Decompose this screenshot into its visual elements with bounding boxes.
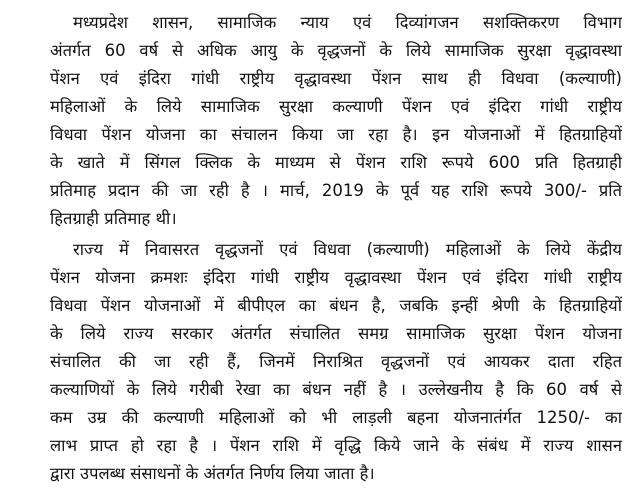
- paragraph-2-line-8: लाभ प्राप्त हो रहा है । पेंशन राशि में वृद्धि किये जाने के संबंध में राज्य शासन: [50, 436, 622, 455]
- paragraph-2-line-3: विधवा पेंशन योजनाओं में बीपीएल का बंधन है, जबकि इन्हीं श्रेणी के हितग्राहियों: [50, 296, 622, 315]
- paragraph-1-line-2: अंतर्गत 60 वर्ष से अधिक आयु के वृद्धजनों के लिये सामाजिक सुरक्षा वृद्धावस्था: [50, 41, 622, 60]
- paragraph-1-line-3: पेंशन एवं इंदिरा गांधी राष्ट्रीय वृद्धावस्था पेंशन साथ ही विधवा (कल्याणी): [50, 69, 622, 88]
- paragraph-1-line-4: महिलाओं के लिये सामाजिक सुरक्षा कल्याणी पेंशन एवं इंदिरा गांधी राष्ट्रीय: [50, 97, 622, 116]
- paragraph-1-line-1: मध्यप्रदेश शासन, सामाजिक न्याय एवं दिव्यांगजन सशक्तिकरण विभाग: [73, 13, 622, 32]
- paragraph-1-line-8: हितग्राही प्रतिमाह थी।: [50, 209, 177, 228]
- paragraph-2-line-1: राज्य में निवासरत वृद्धजनों एवं विधवा (कल्याणी) महिलाओं के लिये केंद्रीय: [73, 240, 622, 259]
- paragraph-2-line-4: के लिये राज्य सरकार अंतर्गत संचालित समग्र सामाजिक सुरक्षा पेंशन योजना: [50, 324, 622, 343]
- paragraph-2-line-5: संचालित की जा रही हैं, जिनमें निराश्रित वृद्धजनों एवं आयकर दाता रहित: [50, 352, 622, 371]
- paragraph-1-line-5: विधवा पेंशन योजना का संचालन किया जा रहा है। इन योजनाओं में हितग्राहियों: [50, 125, 622, 144]
- paragraph-2-line-7: कम उम्र की कल्याणी महिलाओं को भी लाड़ली बहना योजनातंर्गत 1250/- का: [50, 408, 622, 427]
- paragraph-1-line-7: प्रतिमाह प्रदान की जा रही है । मार्च, 2019 के पूर्व यह राशि रूपये 300/- प्रति: [50, 181, 622, 200]
- paragraph-1-line-6: के खाते में सिंगल क्लिक के माध्यम से पेंशन राशि रूपये 600 प्रति हितग्राही: [50, 153, 622, 172]
- paragraph-2-line-2: पेंशन योजना क्रमशः इंदिरा गांधी राष्ट्रीय वृद्धावस्था पेंशन एवं इंदिरा गांधी राष्ट्रीय: [50, 268, 622, 287]
- paragraph-2-line-9: द्वारा उपलब्ध संसाधनों के अंतर्गत निर्णय लिया जाता है।: [50, 464, 375, 483]
- paragraph-2-line-6: कल्याणियों के लिये गरीबी रेखा का बंधन नहीं है । उल्लेखनीय है कि 60 वर्ष से: [50, 380, 622, 399]
